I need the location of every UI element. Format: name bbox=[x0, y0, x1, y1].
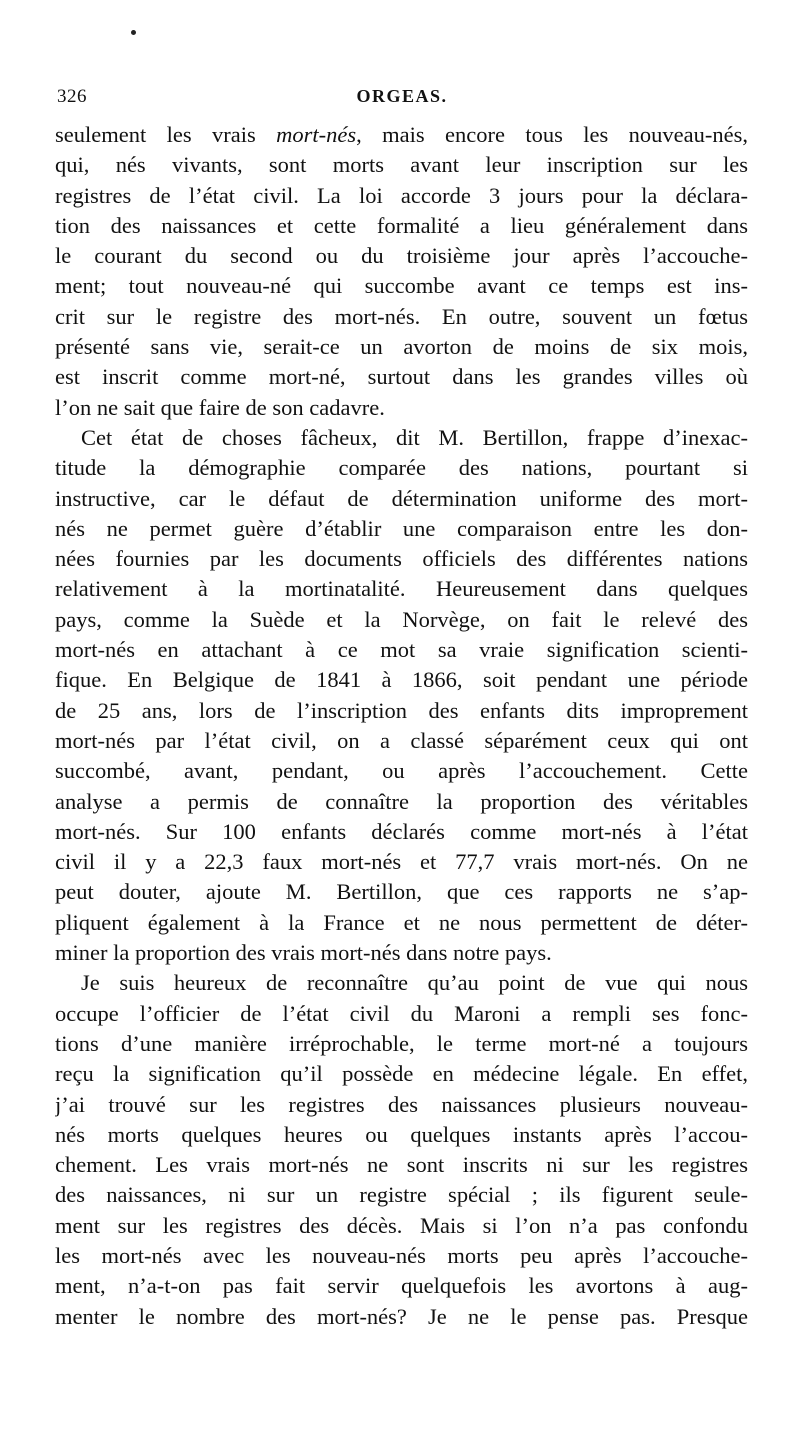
text-line: titude la démographie comparée des nations, pourtant si bbox=[55, 455, 748, 481]
text-line: tions d’une manière irréprochable, le terme mort-né a toujours bbox=[55, 1030, 748, 1056]
text-line: l’on ne sait que faire de son cadavre. bbox=[55, 394, 385, 420]
text-line: nés ne permet guère d’établir une comparaison entre les don- bbox=[55, 515, 748, 541]
text-line: présenté sans vie, serait-ce un avorton de moins de six mois, bbox=[55, 334, 748, 360]
text-line-end: , mais encore tous les nouveau-nés, bbox=[356, 122, 748, 147]
running-head: ORGEAS. bbox=[356, 86, 448, 106]
text-line: instructive, car le défaut de détermination uniforme des mort- bbox=[55, 485, 748, 511]
text-line: les mort-nés avec les nouveau-nés morts peu après l’accouche- bbox=[55, 1242, 748, 1268]
text-line: des naissances, ni sur un registre spécial ; ils figurent seule- bbox=[55, 1182, 748, 1208]
text-line: Je suis heureux de reconnaître qu’au point de vue qui nous bbox=[81, 970, 748, 996]
text-line: tion des naissances et cette formalité a lieu généralement dans bbox=[55, 212, 748, 238]
text-line: succombé, avant, pendant, ou après l’accouchement. Cette bbox=[55, 758, 748, 784]
text-line: relativement à la mortinatalité. Heureusement dans quelques bbox=[55, 576, 748, 602]
page-header bbox=[57, 86, 747, 108]
text-line: pliquent également à la France et ne nous permettent de déter- bbox=[55, 909, 748, 935]
text-line: registres de l’état civil. La loi accorde 3 jours pour la déclara- bbox=[55, 182, 748, 208]
text-line: pays, comme la Suède et la Norvège, on fait le relevé des bbox=[55, 606, 748, 632]
text-line: menter le nombre des mort-nés? Je ne le pense pas. Presque bbox=[55, 1303, 748, 1329]
page-number: 326 bbox=[57, 86, 87, 107]
text-line-start: seulement les vrais bbox=[55, 122, 277, 147]
body-text bbox=[55, 120, 748, 1332]
text-line: miner la proportion des vrais mort-nés dans notre pays. bbox=[55, 940, 552, 966]
text-line: chement. Les vrais mort-nés ne sont inscrits ni sur les registres bbox=[55, 1152, 748, 1178]
text-line: nés morts quelques heures ou quelques instants après l’accou- bbox=[55, 1121, 748, 1147]
text-line: civil il y a 22,3 faux mort-nés et 77,7 vrais mort-nés. On ne bbox=[55, 849, 748, 875]
text-line: est inscrit comme mort-né, surtout dans les grandes villes où bbox=[55, 364, 748, 390]
text-line: ment sur les registres des décès. Mais si l’on n’a pas confondu bbox=[55, 1212, 748, 1238]
text-line: nées fournies par les documents officiels des différentes nations bbox=[55, 546, 748, 572]
text-line: mort-nés. Sur 100 enfants déclarés comme mort-nés à l’état bbox=[55, 818, 748, 844]
italic-term: mort-nés bbox=[276, 122, 357, 147]
ink-dot bbox=[131, 30, 136, 35]
text-line: ment, n’a-t-on pas fait servir quelquefois les avortons à aug- bbox=[55, 1273, 748, 1299]
text-line: mort-nés en attachant à ce mot sa vraie signification scienti- bbox=[55, 637, 748, 663]
text-line: Cet état de choses fâcheux, dit M. Bertillon, frappe d’inexac- bbox=[81, 424, 748, 450]
text-line: peut douter, ajoute M. Bertillon, que ces rapports ne s’ap- bbox=[55, 879, 748, 905]
text-line: le courant du second ou du troisième jour après l’accouche- bbox=[55, 243, 748, 269]
text-line: mort-nés par l’état civil, on a classé séparément ceux qui ont bbox=[55, 727, 748, 753]
text-line: de 25 ans, lors de l’inscription des enfants dits improprement bbox=[55, 697, 748, 723]
text-line: qui, nés vivants, sont morts avant leur inscription sur les bbox=[55, 152, 748, 178]
text-line: occupe l’officier de l’état civil du Maroni a rempli ses fonc- bbox=[55, 1000, 748, 1026]
text-line: fique. En Belgique de 1841 à 1866, soit pendant une période bbox=[55, 667, 748, 693]
text-line: crit sur le registre des mort-nés. En outre, souvent un fœtus bbox=[55, 303, 748, 329]
text-line: j’ai trouvé sur les registres des naissances plusieurs nouveau- bbox=[55, 1091, 748, 1117]
text-line: ment; tout nouveau-né qui succombe avant ce temps est ins- bbox=[55, 273, 748, 299]
text-line: analyse a permis de connaître la proportion des véritables bbox=[55, 788, 748, 814]
text-line bbox=[55, 120, 748, 150]
text-line: reçu la signification qu’il possède en médecine légale. En effet, bbox=[55, 1061, 748, 1087]
